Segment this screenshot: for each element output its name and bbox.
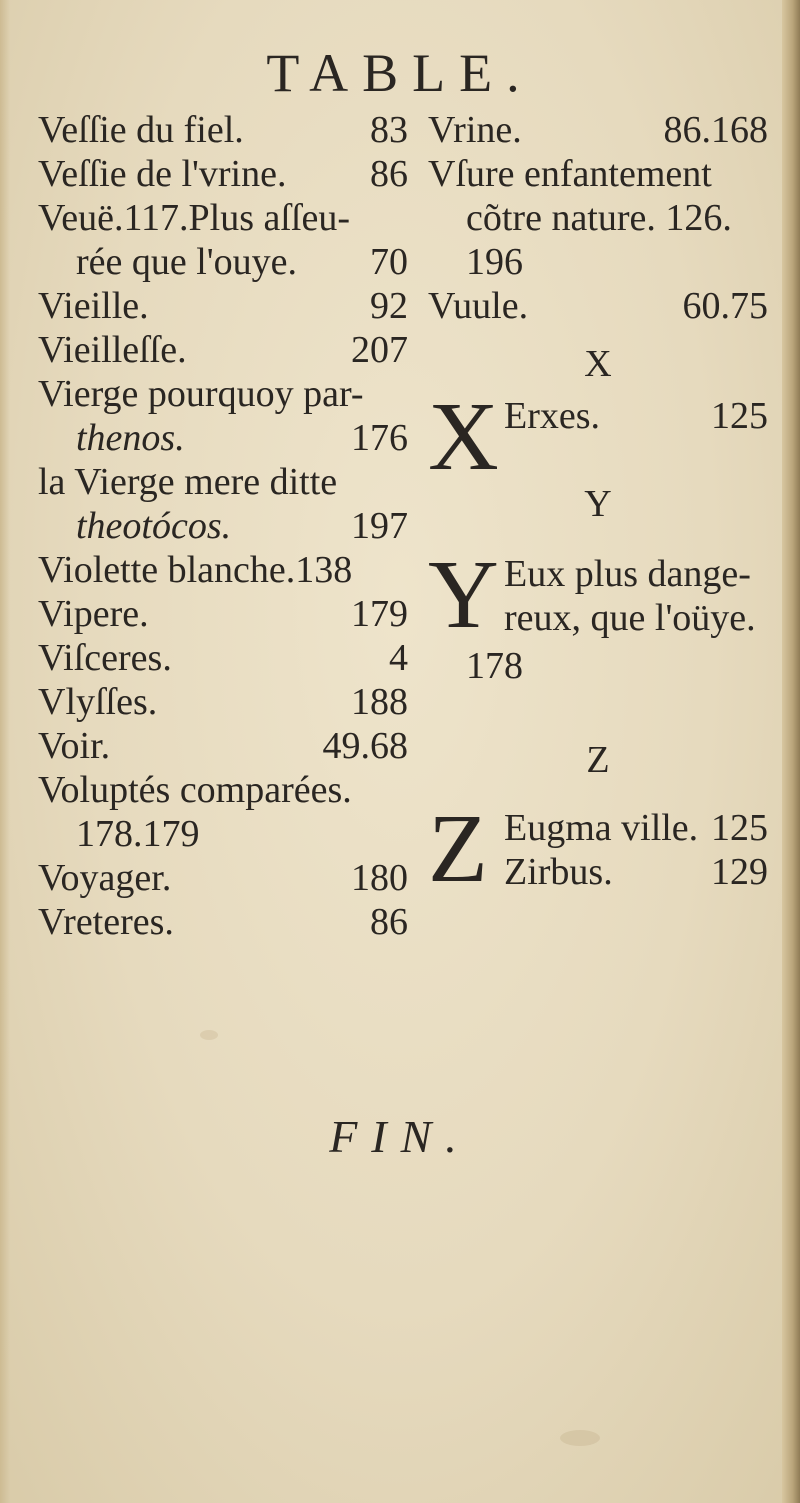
index-entry-text: Vieille. (38, 285, 149, 327)
page-left-edge (0, 0, 10, 1503)
index-entry-page: 197 (351, 505, 408, 547)
index-entry (38, 680, 408, 724)
index-entry (38, 812, 408, 856)
index-entry-text: Vrine. (428, 109, 522, 151)
index-entry (38, 856, 408, 900)
section-letter-x: X (584, 343, 612, 385)
index-entry-page: 92 (370, 285, 408, 327)
index-entry (38, 548, 408, 592)
index-entry (38, 240, 408, 284)
index-entry-text: Vlyſſes. (38, 681, 158, 723)
index-entry-text: 178.179 (76, 813, 200, 855)
index-entry-page: 49.68 (322, 725, 408, 767)
index-entry-text: Vipere. (38, 593, 149, 635)
index-entry-text: Voyager. (38, 857, 172, 899)
index-entry-text: Vierge pourquoy par- (38, 373, 364, 415)
index-entry (38, 592, 408, 636)
index-entry (38, 460, 408, 504)
index-entry (38, 724, 408, 768)
index-entry (38, 196, 408, 240)
index-entry-page: 86 (370, 901, 408, 943)
index-entry-line: 178 (466, 645, 523, 687)
index-entry-page: 60.75 (682, 285, 768, 327)
index-entry-text: thenos. (76, 417, 185, 459)
section-letter-z: Z (586, 739, 610, 781)
index-entry: Zirbus. 129 (504, 851, 768, 893)
index-entry: Erxes. 125 (504, 395, 768, 437)
index-entry (38, 108, 408, 152)
index-entry-line: Eux plus dange- (504, 553, 751, 595)
index-entry-text: Voluptés comparées. (38, 769, 352, 811)
index-entry-text: Veuë.117.Plus aſſeu- (38, 197, 351, 239)
index-right-column (428, 108, 768, 903)
index-entry-text: Voir. (38, 725, 111, 767)
index-entry-page: 70 (370, 241, 408, 283)
index-entry (428, 108, 768, 152)
index-left-column (38, 108, 408, 944)
index-entry (428, 240, 768, 284)
dropcap-z: Z (428, 795, 488, 903)
index-entry (428, 196, 768, 240)
index-entry-page: 86 (370, 153, 408, 195)
section-y-entry (428, 541, 768, 649)
index-entry-line: reux, que l'oüye. (504, 597, 756, 639)
page-right-edge (782, 0, 800, 1503)
index-entry-page: 176 (351, 417, 408, 459)
dropcap-y: Y (428, 541, 499, 649)
index-entry-text: cõtre nature. 126. (466, 197, 732, 239)
index-entry-text: Veſſie du fiel. (38, 109, 244, 151)
end-marker: FIN. (329, 1111, 471, 1162)
index-entry (38, 328, 408, 372)
index-entry (38, 900, 408, 944)
index-entry (428, 152, 768, 196)
paper-stain (200, 1030, 218, 1040)
section-letter-y: Y (584, 483, 612, 525)
index-entry-text: Violette blanche.138 (38, 549, 353, 591)
paper-stain (560, 1430, 600, 1446)
index-entry (38, 504, 408, 548)
index-entry-text: Vſure enfantement (428, 153, 712, 195)
index-entry-page: 4 (389, 637, 408, 679)
index-entry (38, 636, 408, 680)
page-title: TABLE. (266, 43, 534, 103)
index-entry (38, 416, 408, 460)
index-entry (38, 372, 408, 416)
section-z-entry (428, 795, 768, 903)
index-entry-text: Vieilleſſe. (38, 329, 187, 371)
index-entry-page: 188 (351, 681, 408, 723)
index-entry-text: 196 (466, 241, 523, 283)
index-entry (428, 284, 768, 328)
index-entry-text: la Vierge mere ditte (38, 461, 338, 503)
index-entry-page: 83 (370, 109, 408, 151)
index-entry-page: 180 (351, 857, 408, 899)
index-entry-page: 179 (351, 593, 408, 635)
section-x-entry (428, 383, 768, 491)
index-entry (38, 152, 408, 196)
index-entry (38, 768, 408, 812)
index-entry-text: Vreteres. (38, 901, 174, 943)
index-entry-text: Viſceres. (38, 637, 172, 679)
dropcap-x: X (428, 383, 499, 491)
index-entry: Eugma ville. 125 (504, 807, 768, 849)
index-entry-text: rée que l'ouye. (76, 241, 298, 283)
index-entry (38, 284, 408, 328)
index-entry-text: theotócos. (76, 505, 232, 547)
index-entry-text: Veſſie de l'vrine. (38, 153, 287, 195)
index-entry-text: Vuule. (428, 285, 529, 327)
index-entry-page: 207 (351, 329, 408, 371)
index-entry-page: 86.168 (663, 109, 768, 151)
